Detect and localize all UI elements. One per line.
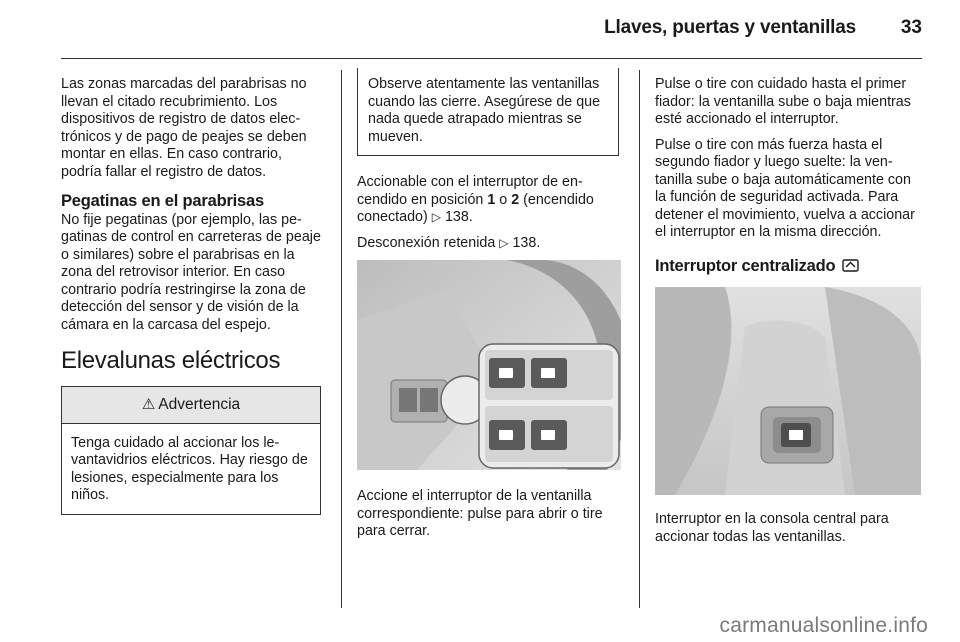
warning-box [61,386,321,515]
header-rule [61,58,922,59]
column-3 [655,76,921,554]
console-switch-illustration [655,287,921,495]
watermark: carmanualsonline.info [719,614,928,637]
page-number: 33 [900,17,922,38]
warning-header [62,387,320,424]
section-heading: Elevalunas eléctricos [61,347,281,374]
stickers-heading: Pegatinas en el parabrisas [61,192,264,210]
central-switch-caption: Interruptor en la consola central para accionar todas las ventanillas. [655,511,889,545]
column-divider [639,70,640,608]
door-switch-figure [357,260,621,470]
column-divider [341,70,342,608]
switch-caption: Accione el interruptor de la ventanilla correspondiente: pulse para abrir o tire para cerrar. [357,488,603,539]
column-1 [61,76,323,515]
page-ref[interactable]: 138. [444,209,473,225]
door-switch-illustration [357,260,621,470]
first-detent-paragraph: Pulse o tire con cuidado hasta el primer fiador: la ventanilla sube o baja mientras esté accionado el interruptor. [655,76,911,127]
running-title: Llaves, puertas y ventanillas [604,17,856,38]
warning-triangle-icon: ⚠ [141,395,156,413]
page-ref-icon: ▷ [499,235,509,250]
column-2 [357,76,623,549]
stickers-paragraph: No fije pegatinas (por ejemplo, las pegatinas de control en carreteras de peaje o similares) sobre el parabrisas en la zona del retrovisor interior. En caso contrario podría restringirse la zona de detección del sensor y de visión de la cámara en la carcasa del espejo. [61,211,321,333]
intro-paragraph: Las zonas marcadas del parabrisas no llevan el citado recubrimiento. Los dispositivos de registro de datos electrónicos y de pago de peajes se deben montar en ellas. En caso contrario, podría fallar el registro de datos. [61,76,307,180]
ignition-paragraph: Accionable con el interruptor de encendido en posición 1 o 2 (encendido conectado) ▷ 138. [357,174,594,225]
warning-label: Advertencia [158,395,241,413]
window-switch-icon [842,258,859,272]
retained-power-paragraph: Desconexión retenida ▷ 138. [357,234,541,251]
page-ref[interactable]: 138. [512,234,541,251]
second-detent-paragraph: Pulse o tire con más fuerza hasta el segundo fiador y luego suelte: la ventanilla sube o baja automáticamente con la función de seguridad activada. Para detener el movimiento, vuelva a accionar el interruptor en la misma dirección. [655,136,915,240]
central-switch-heading: Interruptor centralizado [655,258,921,276]
page-ref-icon: ▷ [431,210,441,224]
note-box: Observe atentamente las ventanillas cuando las cierre. Asegúrese de que nada quede atrapado mientras se mueven. [357,68,619,156]
console-switch-figure [655,287,921,495]
warning-text: Tenga cuidado al accionar los levantavidrios eléctricos. Hay riesgo de lesiones, especialmente para los niños. [71,434,308,503]
